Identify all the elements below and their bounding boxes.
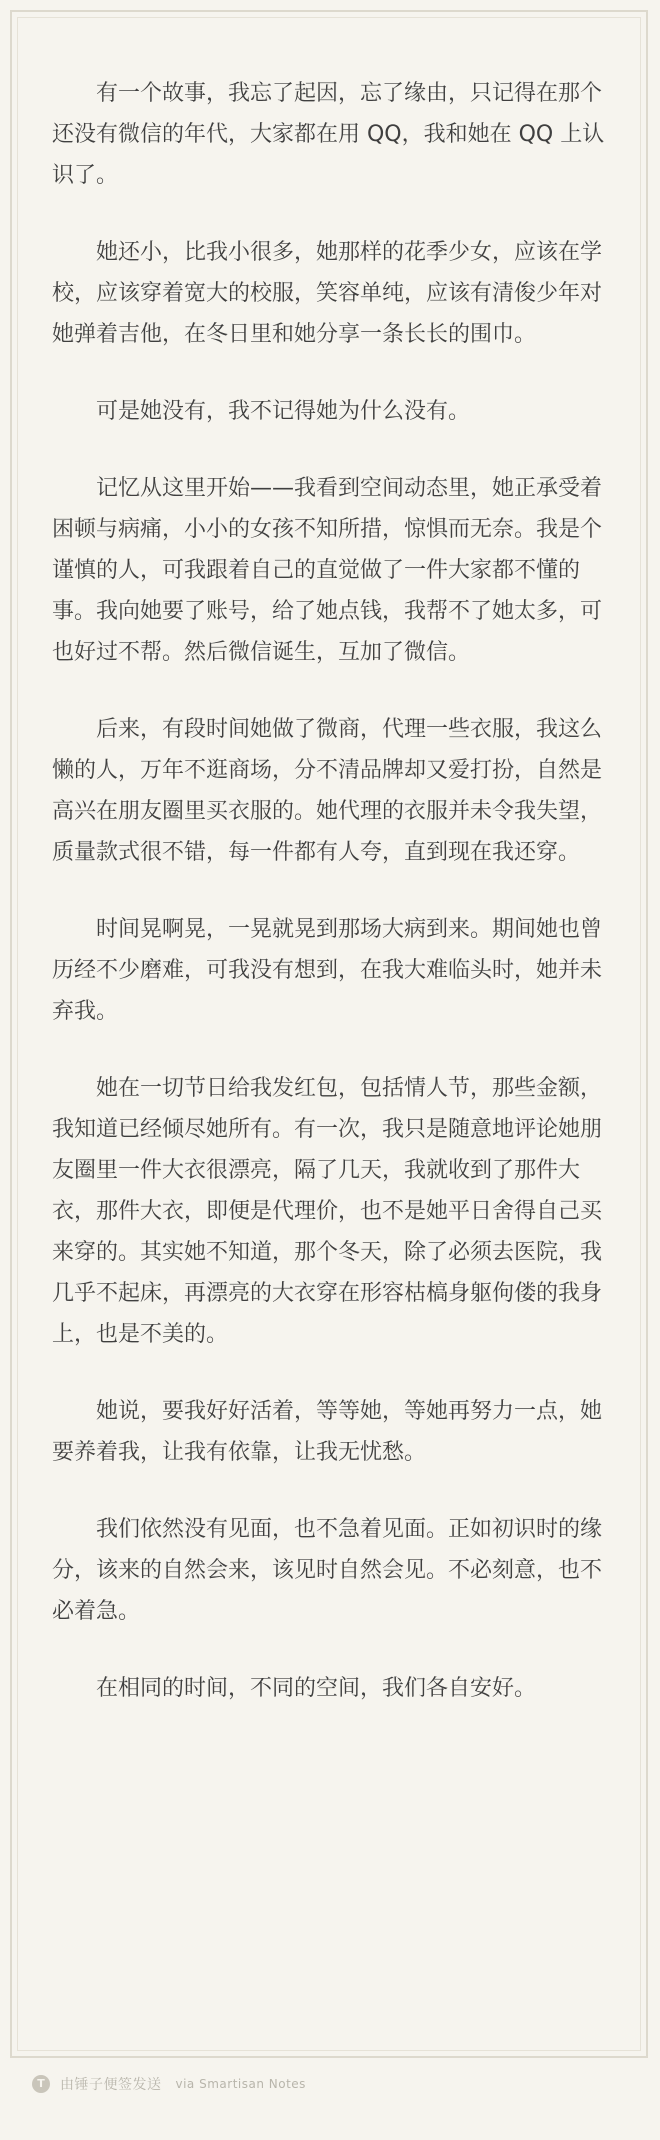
note-paragraph: 我们依然没有见面，也不急着见面。正如初识时的缘分，该来的自然会来，该见时自然会见。不必刻意，也不必着急。 (52, 1517, 603, 1624)
note-paragraph: 可是她没有，我不记得她为什么没有。 (96, 399, 471, 424)
note-paragraph: 在相同的时间，不同的空间，我们各自安好。 (96, 1676, 537, 1701)
note-paragraph: 时间晃啊晃，一晃就晃到那场大病到来。期间她也曾历经不少磨难，可我没有想到，在我大难临头时，她并未弃我。 (52, 917, 603, 1024)
note-paragraph: 她说，要我好好活着，等等她，等她再努力一点，她要养着我，让我有依靠，让我无忧愁。 (52, 1399, 603, 1465)
note-paragraph: 她还小，比我小很多，她那样的花季少女，应该在学校，应该穿着宽大的校服，笑容单纯，应该有清俊少年对她弹着吉他，在冬日里和她分享一条长长的围巾。 (52, 240, 603, 347)
smartisan-t-icon: T (32, 2075, 50, 2093)
note-paragraph: 后来，有段时间她做了微商，代理一些衣服，我这么懒的人，万年不逛商场，分不清品牌却又爱打扮，自然是高兴在朋友圈里买衣服的。她代理的衣服并未令我失望，质量款式很不错，每一件都有人夸，直到现在我还穿。 (52, 717, 603, 865)
note-paragraph: 她在一切节日给我发红包，包括情人节，那些金额，我知道已经倾尽她所有。有一次，我只是随意地评论她朋友圈里一件大衣很漂亮，隔了几天，我就收到了那件大衣，那件大衣，即便是代理价，也不是她平日舍得自己买来穿的。其实她不知道，那个冬天，除了必须去医院，我几乎不起床，再漂亮的大衣穿在形容枯槁身躯佝偻的我身上，也是不美的。 (52, 1076, 603, 1347)
sent-via-cn-label: 由锤子便签发送 (60, 2077, 162, 2093)
note-paragraph: 有一个故事，我忘了起因，忘了缘由，只记得在那个还没有微信的年代，大家都在用 QQ，我和她在 QQ 上认识了。 (52, 81, 605, 188)
note-body (52, 73, 608, 1709)
note-paragraph: 记忆从这里开始——我看到空间动态里，她正承受着困顿与病痛，小小的女孩不知所措，惊惧而无奈。我是个谨慎的人，可我跟着自己的直觉做了一件大家都不懂的事。我向她要了账号，给了她点钱，我帮不了她太多，可也好过不帮。然后微信诞生，互加了微信。 (52, 476, 603, 665)
note-footer (32, 2074, 306, 2094)
sent-via-en-label: via Smartisan Notes (175, 2077, 306, 2091)
